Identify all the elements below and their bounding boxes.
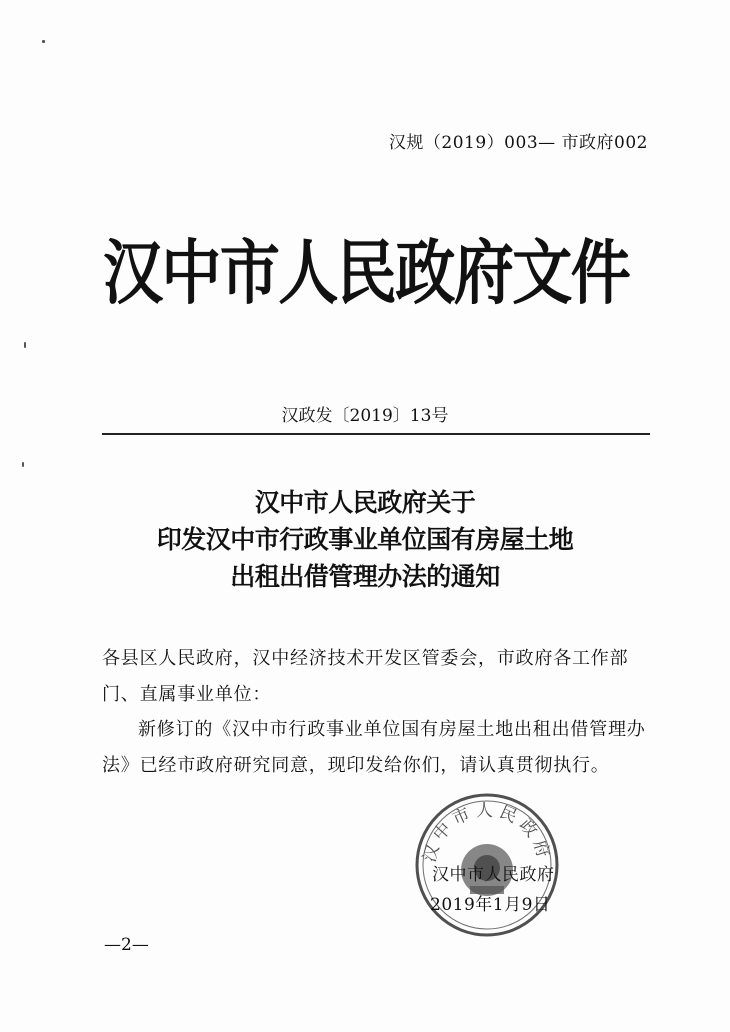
title-line-2: 印发汉中市行政事业单位国有房屋土地 <box>156 525 574 554</box>
title-line-1: 汉中市人民政府关于 <box>254 488 476 517</box>
header-divider <box>102 433 650 435</box>
notice-title <box>0 484 730 595</box>
signature-block <box>430 860 555 920</box>
addressee: 各县区人民政府，汉中经济技术开发区管委会，市政府各工作部门、直属事业单位： <box>102 648 629 705</box>
title-line-3: 出租出借管理办法的通知 <box>230 562 500 591</box>
document-number: 汉政发〔2019〕13号 <box>281 406 449 426</box>
document-header: 汉中市人民政府文件 <box>102 232 630 314</box>
scan-speck <box>22 462 24 467</box>
signature-date: 2019年1月9日 <box>430 895 551 915</box>
body-paragraph: 新修订的《汉中市行政事业单位国有房屋土地出租出借管理办法》已经市政府研究同意，现印发给你们，请认真贯彻执行。 <box>102 719 646 776</box>
scan-speck <box>42 40 45 43</box>
scan-speck <box>24 342 26 348</box>
signature-org: 汉中市人民政府 <box>432 865 555 885</box>
svg-text:汉中市人民政府: 汉中市人民政府 <box>419 800 555 865</box>
document-code: 汉规（2019）003— 市政府002 <box>388 133 648 153</box>
page-number: —2— <box>104 935 149 955</box>
